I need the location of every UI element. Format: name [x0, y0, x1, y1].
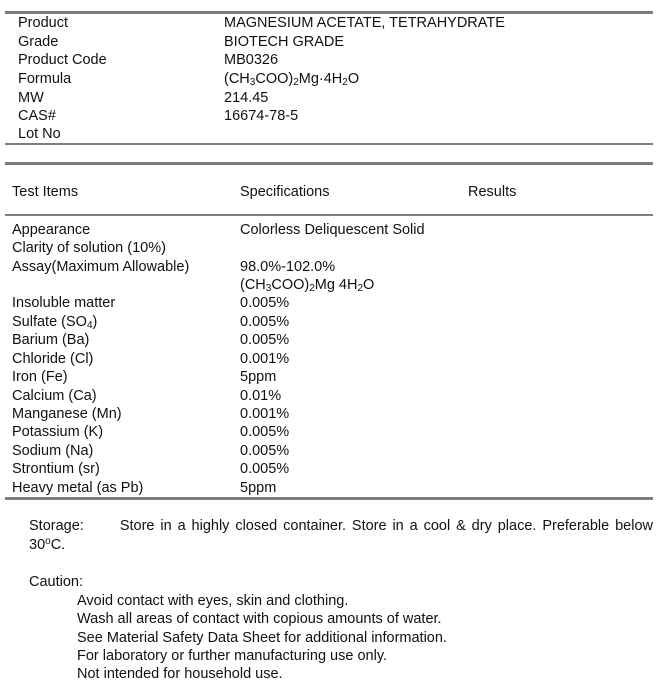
cas-label: CAS# [18, 108, 56, 124]
test-item: Manganese (Mn) [12, 406, 122, 422]
table-bottom-rule [5, 497, 653, 500]
header-specifications: Specifications [240, 184, 330, 200]
formula-sub: 2 [293, 77, 299, 88]
test-item: Potassium (K) [12, 424, 104, 440]
test-spec: 0.005% [240, 332, 290, 348]
caution-line: Not intended for household use. [77, 666, 283, 682]
formula-value [224, 70, 359, 88]
test-spec: 98.0%-102.0% [240, 259, 336, 275]
table-top-rule [5, 162, 653, 165]
storage-unit: C. [50, 537, 66, 553]
test-item: Appearance [12, 222, 91, 238]
sulfate-part: Sulfate (SO [12, 314, 87, 330]
sulfate-sub: 4 [86, 320, 93, 331]
caution-line: Avoid contact with eyes, skin and clothing. [77, 593, 349, 609]
product-code-value: MB0326 [224, 52, 279, 68]
test-item: Calcium (Ca) [12, 388, 97, 404]
formula-sub: 2 [342, 77, 348, 88]
test-spec: 0.001% [240, 351, 290, 367]
storage-label: Storage: [29, 518, 84, 534]
header-rule [5, 214, 653, 216]
test-item: Barium (Ba) [12, 332, 90, 348]
grade-label: Grade [18, 34, 59, 50]
formula-part: O [347, 71, 360, 87]
formula-label: Formula [18, 71, 72, 87]
test-item: Clarity of solution (10%) [12, 240, 166, 256]
formula-part: Mg·4H [298, 71, 343, 87]
test-item: Assay(Maximum Allowable) [12, 259, 190, 275]
storage-note [29, 517, 653, 555]
test-item: Heavy metal (as Pb) [12, 480, 144, 496]
test-item-sulfate [12, 313, 97, 331]
formula-part: Mg 4H [314, 277, 358, 293]
test-item: Insoluble matter [12, 295, 116, 311]
test-item: Strontium (sr) [12, 461, 100, 477]
test-spec: Colorless Deliquescent Solid [240, 222, 425, 238]
test-spec: 0.005% [240, 295, 290, 311]
formula-sub: 2 [357, 283, 364, 294]
assay-formula [240, 276, 374, 294]
test-spec: 0.01% [240, 388, 282, 404]
header-test-items: Test Items [12, 184, 79, 200]
formula-part: COO) [255, 71, 294, 87]
header-results: Results [468, 184, 517, 200]
storage-text: Store in a highly closed container. Store in a cool & dry place. Preferable below 30 [29, 518, 653, 553]
test-spec: 5ppm [240, 480, 277, 496]
caution-line: For laboratory or further manufacturing use only. [77, 648, 388, 664]
test-spec: 0.005% [240, 443, 290, 459]
cas-value: 16674-78-5 [224, 108, 299, 124]
caution-line: Wash all areas of contact with copious amounts of water. [77, 611, 442, 627]
formula-sub: 3 [249, 77, 256, 88]
product-value: MAGNESIUM ACETATE, TETRAHYDRATE [224, 15, 505, 31]
mw-label: MW [18, 90, 44, 106]
test-spec: 0.001% [240, 406, 290, 422]
formula-part: (CH [224, 71, 250, 87]
test-item: Sodium (Na) [12, 443, 94, 459]
test-spec: 5ppm [240, 369, 277, 385]
test-spec: 0.005% [240, 314, 290, 330]
product-code-label: Product Code [18, 52, 107, 68]
formula-part: COO) [271, 277, 310, 293]
test-item: Chloride (Cl) [12, 351, 94, 367]
formula-sub: 2 [309, 283, 315, 294]
formula-sub: 3 [265, 283, 272, 294]
mw-value: 214.45 [224, 90, 269, 106]
formula-part: (CH [240, 277, 266, 293]
lot-no-label: Lot No [18, 126, 61, 142]
caution-label: Caution: [29, 574, 84, 590]
info-bottom-rule [5, 143, 653, 145]
caution-line: See Material Safety Data Sheet for additional information. [77, 630, 447, 646]
grade-value: BIOTECH GRADE [224, 34, 345, 50]
test-spec: 0.005% [240, 424, 290, 440]
product-label: Product [18, 15, 68, 31]
formula-part: O [363, 277, 375, 293]
test-spec: 0.005% [240, 461, 290, 477]
sulfate-part: ) [92, 314, 98, 330]
degree-sign: o [45, 536, 51, 547]
test-item: Iron (Fe) [12, 369, 68, 385]
